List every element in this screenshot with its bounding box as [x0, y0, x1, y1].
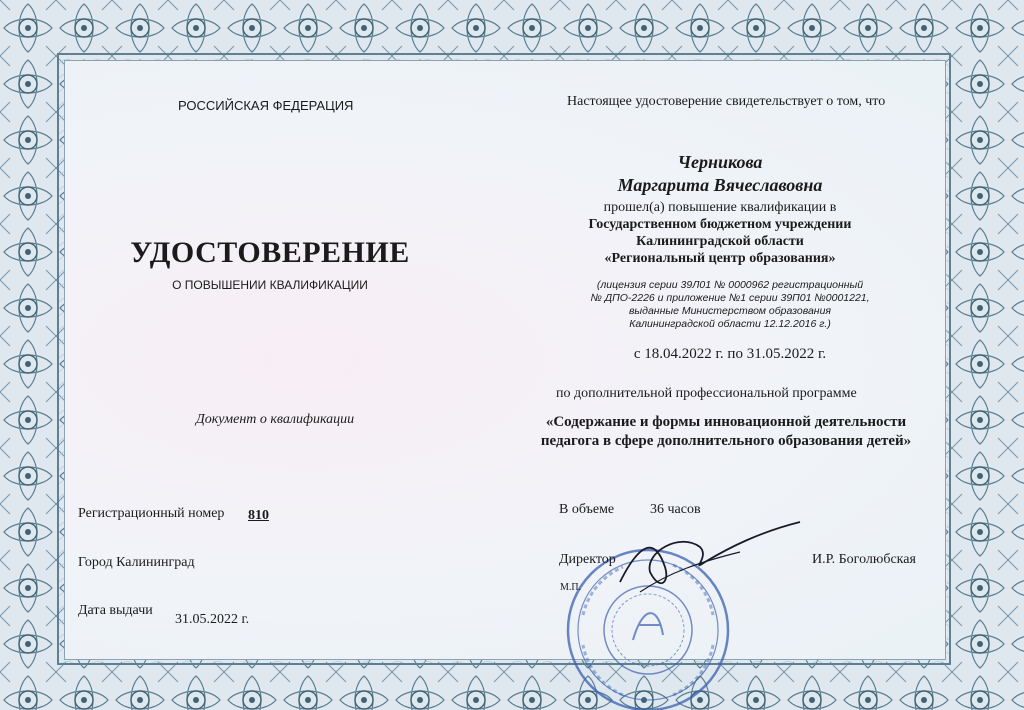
- holder-name: Маргарита Вячеславовна: [617, 175, 823, 195]
- training-period: с 18.04.2022 г. по 31.05.2022 г.: [633, 346, 827, 362]
- director-label: Директор: [559, 552, 616, 567]
- program-label: по дополнительной профессиональной программе: [556, 386, 857, 401]
- license-line-1: (лицензия серии 39Л01 № 0000962 регистрационный: [596, 279, 864, 291]
- city-label: Город Калининград: [78, 555, 195, 570]
- program-title-line-1: «Содержание и формы инновационной деятельности: [545, 414, 907, 430]
- director-name: И.Р. Боголюбская: [812, 552, 916, 567]
- registration-number-label: Регистрационный номер: [78, 506, 225, 521]
- volume-value: 36 часов: [650, 502, 701, 517]
- license-line-3: выданные Министерством образования: [628, 305, 832, 317]
- holder-surname: Черникова: [677, 152, 763, 172]
- document-subtitle: О ПОВЫШЕНИИ КВАЛИФИКАЦИИ: [172, 278, 368, 292]
- director-signature: [610, 512, 810, 602]
- document-title: УДОСТОВЕРЕНИЕ: [130, 236, 410, 269]
- registration-number-value: 810: [248, 508, 269, 523]
- program-title-line-2: педагога в сфере дополнительного образования детей»: [540, 433, 912, 449]
- completed-text: прошел(а) повышение квалификации в: [603, 200, 837, 215]
- issue-date-label: Дата выдачи: [78, 603, 153, 618]
- seal-place-label: М.П.: [560, 582, 582, 593]
- volume-label: В объеме: [559, 502, 615, 517]
- organization-line-3: «Региональный центр образования»: [604, 251, 836, 266]
- document-type: Документ о квалификации: [195, 412, 355, 427]
- license-line-2: № ДПО-2226 и приложение №1 серии 39П01 №0001221,: [590, 292, 870, 304]
- country-label: РОССИЙСКАЯ ФЕДЕРАЦИЯ: [178, 98, 354, 113]
- license-line-4: Калининградской области 12.12.2016 г.): [629, 318, 831, 330]
- issue-date-value: 31.05.2022 г.: [175, 612, 250, 627]
- intro-text: Настоящее удостоверение свидетельствует о том, что: [567, 94, 886, 109]
- organization-line-1: Государственном бюджетном учреждении: [588, 217, 852, 232]
- organization-line-2: Калининградской области: [636, 234, 804, 249]
